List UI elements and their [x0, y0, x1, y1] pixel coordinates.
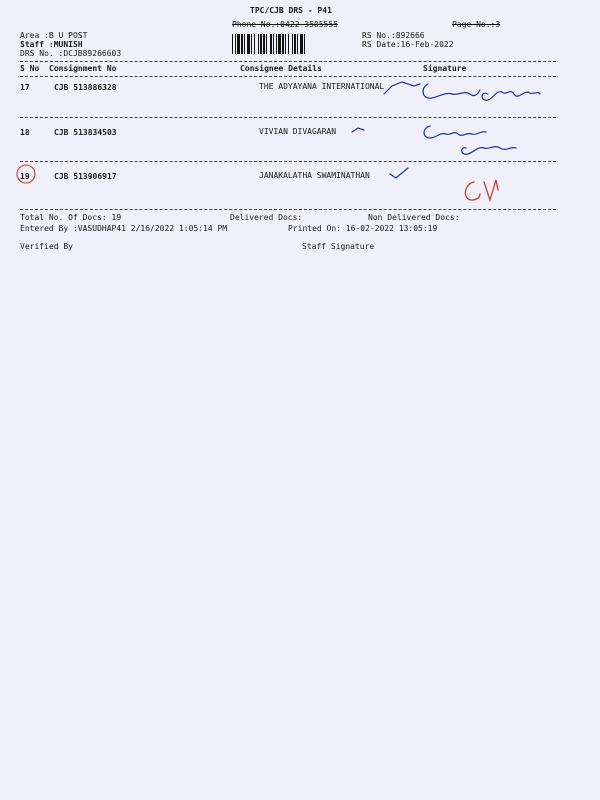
row-sno: 17	[20, 83, 30, 92]
document-title: TPC/CJB DRS - P41	[250, 6, 332, 15]
row-consignee: JANAKALATHA SWAMINATHAN	[259, 171, 370, 180]
rs-number: RS No.:892666	[362, 31, 425, 40]
handwritten-signature	[380, 72, 560, 112]
column-sno: S No	[20, 64, 40, 73]
row-sno: 19	[20, 172, 30, 181]
row-consignment: CJB 513906917	[54, 172, 117, 181]
row-consignee: VIVIAN DIVAGARAN	[259, 127, 337, 136]
handwritten-signature	[390, 160, 530, 208]
row-consignee: THE ADYAYANA INTERNATIONAL	[259, 82, 385, 91]
phone-number: Phone No.:0422-3505555	[232, 20, 338, 29]
printed-on: Printed On: 16-02-2022 13:05:19	[288, 224, 438, 233]
row-consignment: CJB 513834503	[54, 128, 117, 137]
row-sno: 18	[20, 128, 30, 137]
barcode	[230, 33, 356, 55]
staff-label: Staff :MUNISH	[20, 40, 83, 49]
total-docs: Total No. Of Docs: 19	[20, 213, 122, 222]
drs-number: DRS No. :DCJB89266603	[20, 49, 122, 58]
column-signature: Signature	[423, 64, 467, 73]
row-consignment: CJB 513886328	[54, 83, 117, 92]
column-consignment: Consignment No	[49, 64, 117, 73]
staff-signature: Staff Signature	[302, 242, 375, 251]
column-consignee: Consignee Details	[240, 64, 322, 73]
area-label: Area :B U POST	[20, 31, 88, 40]
non-delivered-docs: Non Delivered Docs:	[368, 213, 460, 222]
delivered-docs: Delivered Docs:	[230, 213, 303, 222]
rs-date: RS Date:16-Feb-2022	[362, 40, 454, 49]
entered-by: Entered By :VASUDHAP41 2/16/2022 1:05:14 PM	[20, 224, 228, 233]
handwritten-signature	[350, 118, 540, 160]
verified-by: Verified By	[20, 242, 73, 251]
page-number: Page No.:3	[452, 20, 501, 29]
